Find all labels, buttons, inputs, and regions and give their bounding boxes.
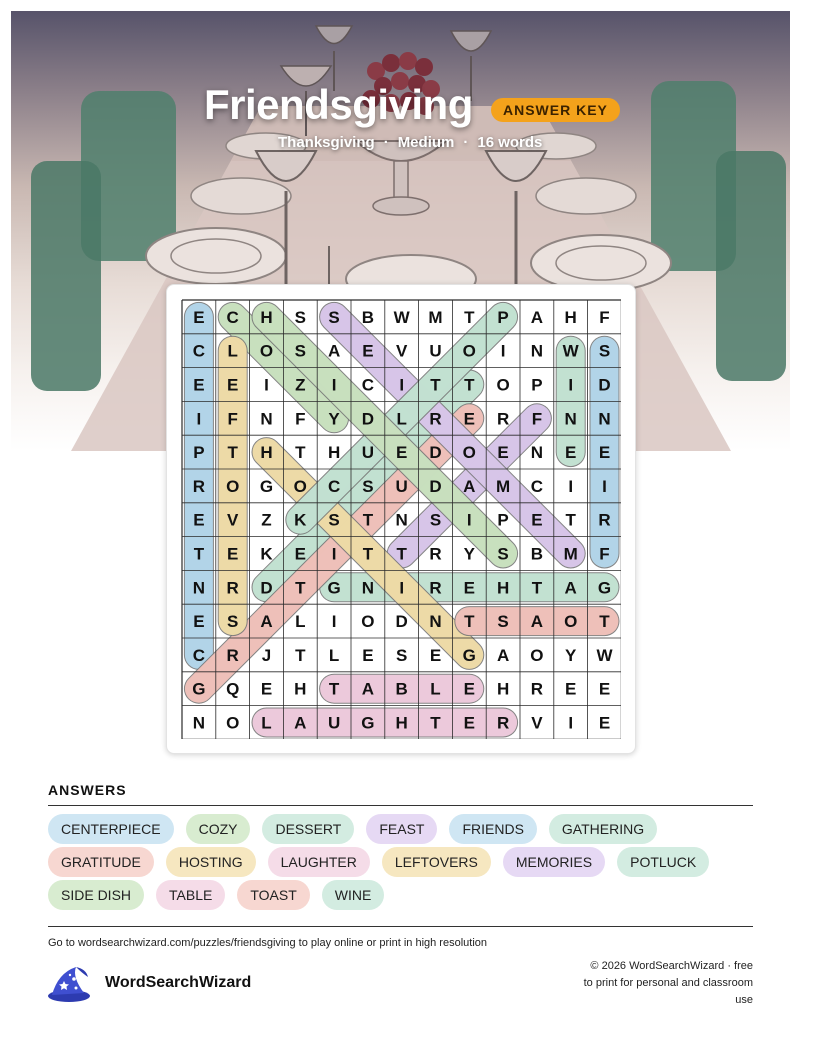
grid-letter[interactable]: O	[259, 341, 274, 361]
grid-letter[interactable]: B	[395, 679, 408, 699]
grid-letter[interactable]: H	[260, 443, 273, 463]
answers-list	[48, 814, 760, 910]
grid-letter[interactable]: O	[462, 443, 476, 463]
grid-letter[interactable]: S	[497, 612, 509, 632]
grid-letter[interactable]: C	[192, 341, 206, 361]
grid-letter[interactable]: A	[327, 341, 341, 361]
grid-letter[interactable]: E	[193, 375, 205, 395]
grid-letter[interactable]: P	[531, 375, 543, 395]
grid-letter[interactable]: F	[599, 307, 610, 327]
grid-letter[interactable]: E	[362, 645, 374, 665]
grid-letter[interactable]: I	[331, 375, 337, 395]
grid-letter[interactable]: U	[327, 713, 341, 733]
category-label: Thanksgiving	[278, 134, 375, 151]
grid-letter[interactable]: U	[361, 443, 375, 463]
grid-letter[interactable]: B	[530, 544, 544, 564]
grid-letter[interactable]: T	[295, 578, 306, 598]
grid-letter[interactable]: T	[430, 375, 441, 395]
grid-letter[interactable]: M	[496, 476, 511, 496]
grid-letter[interactable]: C	[530, 476, 544, 496]
grid-letter[interactable]: T	[464, 375, 475, 395]
grid-letter[interactable]: W	[393, 307, 410, 327]
grid-letter[interactable]: T	[599, 612, 610, 632]
grid-letter[interactable]: O	[361, 612, 375, 632]
grid-letter[interactable]: A	[530, 307, 544, 327]
grid-letter[interactable]: C	[192, 645, 206, 665]
grid-letter[interactable]: H	[260, 307, 273, 327]
word-search-grid[interactable]	[181, 299, 621, 739]
grid-letter[interactable]: I	[196, 409, 202, 429]
grid-letter[interactable]: H	[327, 443, 341, 463]
grid-letter[interactable]: S	[294, 307, 306, 327]
grid-letter[interactable]: E	[531, 510, 543, 530]
grid-letter[interactable]: Y	[328, 409, 340, 429]
brand-name: WordSearchWizard	[105, 974, 252, 991]
grid-letter[interactable]: S	[598, 341, 611, 361]
grid-letter[interactable]: S	[328, 307, 340, 327]
grid-letter[interactable]: L	[227, 341, 238, 361]
grid-letter[interactable]: E	[260, 679, 273, 699]
grid-letter[interactable]: U	[429, 341, 442, 361]
answer-word-pill: CENTERPIECE	[48, 814, 174, 844]
answer-word-pill: MEMORIES	[503, 847, 605, 877]
grid-letter[interactable]: O	[462, 341, 476, 361]
puzzle-meta	[278, 134, 542, 151]
grid-letter[interactable]: T	[430, 713, 441, 733]
grid-letter[interactable]: E	[227, 544, 239, 564]
grid-letter[interactable]: O	[226, 476, 240, 496]
answers-divider	[48, 805, 753, 806]
grid-letter[interactable]: I	[602, 476, 607, 496]
answer-key-badge: ANSWER KEY	[491, 98, 620, 122]
grid-letter[interactable]: T	[227, 443, 238, 463]
grid-letter[interactable]: N	[260, 409, 273, 429]
brand[interactable]	[46, 963, 251, 1003]
grid-letter[interactable]: H	[496, 578, 510, 598]
grid-letter[interactable]: E	[565, 443, 577, 463]
grid-letter[interactable]: O	[496, 375, 510, 395]
grid-letter[interactable]: R	[226, 645, 239, 665]
answers-title: ANSWERS	[48, 782, 127, 798]
grid-letter[interactable]: Y	[463, 544, 475, 564]
grid-letter[interactable]: E	[227, 375, 239, 395]
grid-letter[interactable]: N	[395, 510, 408, 530]
grid-letter[interactable]: N	[361, 578, 375, 598]
grid-letter[interactable]: M	[563, 544, 578, 564]
answer-word-pill: FRIENDS	[449, 814, 536, 844]
grid-letter[interactable]: C	[327, 476, 341, 496]
grid-letter[interactable]: E	[193, 612, 205, 632]
grid-letter[interactable]: S	[362, 476, 374, 496]
grid-letter[interactable]: N	[429, 612, 442, 632]
grid-letter[interactable]: P	[193, 443, 205, 463]
answer-word-pill: DESSERT	[262, 814, 354, 844]
grid-letter[interactable]: I	[568, 375, 574, 395]
grid-letter[interactable]: L	[328, 645, 340, 665]
grid-letter[interactable]: H	[496, 679, 510, 699]
grid-letter[interactable]: L	[261, 713, 272, 733]
grid-letter[interactable]: N	[598, 409, 611, 429]
meta-separator: ·	[463, 134, 469, 151]
grid-letter[interactable]: E	[598, 443, 611, 463]
grid-letter[interactable]: E	[463, 679, 475, 699]
grid-letter[interactable]: A	[463, 476, 476, 496]
grid-letter[interactable]: G	[462, 645, 476, 665]
grid-letter[interactable]: I	[500, 341, 506, 361]
grid-letter[interactable]: O	[226, 713, 240, 733]
grid-letter[interactable]: D	[361, 409, 375, 429]
grid-letter[interactable]: E	[193, 307, 205, 327]
grid-letter[interactable]: I	[399, 578, 405, 598]
answer-word-pill: HOSTING	[166, 847, 256, 877]
answer-word-pill: GATHERING	[549, 814, 657, 844]
grid-letter[interactable]: N	[192, 578, 206, 598]
grid-letter[interactable]: L	[396, 409, 407, 429]
grid-letter[interactable]: T	[464, 612, 475, 632]
grid-letter[interactable]: A	[530, 612, 544, 632]
grid-letter[interactable]: D	[429, 476, 442, 496]
grid-letter[interactable]: N	[564, 409, 577, 429]
footer-link-text[interactable]: Go to wordsearchwizard.com/puzzles/friendsgiving to play online or print in high resolution	[48, 937, 488, 949]
grid-letter[interactable]: I	[399, 375, 405, 395]
grid-letter[interactable]: I	[568, 476, 574, 496]
grid-letter[interactable]: Y	[565, 645, 577, 665]
grid-letter[interactable]: E	[497, 443, 509, 463]
grid-letter[interactable]: K	[294, 510, 307, 530]
grid-letter[interactable]: T	[193, 544, 205, 564]
grid-letter[interactable]: R	[598, 510, 611, 530]
answer-word-pill: LEFTOVERS	[382, 847, 491, 877]
answer-word-pill: TOAST	[237, 880, 309, 910]
grid-letter[interactable]: I	[264, 375, 269, 395]
copyright-text: © 2026 WordSearchWizard · free to print for personal and classroom use	[583, 960, 753, 1006]
grid-letter[interactable]: L	[295, 612, 306, 632]
grid-letter[interactable]: S	[227, 612, 239, 632]
answer-word-pill: LAUGHTER	[268, 847, 370, 877]
answer-word-pill: COZY	[186, 814, 251, 844]
difficulty-label: Medium	[397, 134, 455, 151]
grid-letter[interactable]: A	[564, 578, 577, 598]
answer-word-pill: FEAST	[366, 814, 437, 844]
grid-letter[interactable]: O	[564, 612, 578, 632]
grid-letter[interactable]: T	[295, 645, 306, 665]
grid-letter[interactable]: O	[293, 476, 307, 496]
grid-letter[interactable]: E	[598, 679, 611, 699]
grid-letter[interactable]: G	[361, 713, 375, 733]
grid-letter[interactable]: W	[562, 341, 579, 361]
grid-letter[interactable]: E	[598, 713, 611, 733]
grid-letter[interactable]: F	[531, 409, 543, 429]
grid-letter[interactable]: E	[362, 341, 374, 361]
grid-letter[interactable]: C	[226, 307, 239, 327]
grid-letter[interactable]: D	[598, 375, 611, 395]
grid-letter[interactable]: D	[395, 612, 408, 632]
grid-letter[interactable]: S	[396, 645, 408, 665]
grid-letter[interactable]: A	[260, 612, 273, 632]
grid-letter[interactable]: S	[429, 510, 442, 530]
grid-letter[interactable]: H	[294, 679, 307, 699]
grid-letter[interactable]: I	[331, 544, 337, 564]
answer-word-pill: WINE	[322, 880, 385, 910]
grid-letter[interactable]: E	[396, 443, 408, 463]
grid-letter[interactable]: T	[328, 679, 340, 699]
grid-letter[interactable]: T	[362, 510, 374, 530]
grid-letter[interactable]: V	[227, 510, 239, 530]
grid-letter[interactable]: Z	[261, 510, 272, 530]
grid-letter[interactable]: R	[429, 544, 442, 564]
word-count-label: 16 words	[477, 134, 543, 151]
grid-letter[interactable]: H	[564, 307, 577, 327]
grid-letter[interactable]: F	[227, 409, 238, 429]
grid-letter[interactable]: G	[597, 578, 612, 598]
grid-letter[interactable]: G	[192, 679, 206, 699]
grid-letter[interactable]: N	[530, 443, 544, 463]
grid-letter[interactable]: V	[396, 341, 408, 361]
grid-letter[interactable]: Z	[295, 375, 306, 395]
grid-letter[interactable]: R	[429, 409, 442, 429]
wizard-hat-icon	[46, 963, 92, 1003]
grid-letter[interactable]: I	[331, 612, 337, 632]
grid-letter[interactable]: N	[192, 713, 206, 733]
grid-letter[interactable]: V	[531, 713, 543, 733]
grid-letter[interactable]: A	[361, 679, 375, 699]
grid-letter[interactable]: R	[496, 713, 510, 733]
grid-letter[interactable]: E	[463, 409, 475, 429]
answer-word-pill: POTLUCK	[617, 847, 709, 877]
grid-letter[interactable]: O	[530, 645, 544, 665]
grid-letter[interactable]: C	[361, 375, 375, 395]
grid-letter[interactable]: E	[463, 713, 475, 733]
grid-letter[interactable]: S	[497, 544, 509, 564]
grid-letter[interactable]: R	[429, 578, 442, 598]
grid-letter[interactable]: R	[530, 679, 544, 699]
grid-letter[interactable]: T	[295, 443, 306, 463]
grid-letter[interactable]: T	[362, 544, 374, 564]
answer-word-pill: SIDE DISH	[48, 880, 144, 910]
grid-letter[interactable]: W	[596, 645, 613, 665]
grid-letter[interactable]: E	[193, 510, 205, 530]
grid-letter[interactable]: M	[428, 307, 443, 327]
grid-letter[interactable]: D	[260, 578, 273, 598]
grid-letter[interactable]: H	[395, 713, 408, 733]
grid-letter[interactable]: G	[327, 578, 341, 598]
grid-letter[interactable]: J	[261, 645, 272, 665]
grid-letter[interactable]: T	[396, 544, 407, 564]
grid-letter[interactable]: E	[565, 679, 577, 699]
grid-letter[interactable]: A	[294, 713, 307, 733]
grid-letter[interactable]: Q	[226, 679, 240, 699]
grid-letter[interactable]: I	[466, 510, 472, 530]
grid-letter[interactable]: K	[260, 544, 273, 564]
grid-letter[interactable]: D	[429, 443, 442, 463]
grid-letter[interactable]: T	[531, 578, 543, 598]
page-title: Friendsgiving	[204, 81, 473, 128]
grid-letter[interactable]: R	[496, 409, 510, 429]
grid-letter[interactable]: R	[192, 476, 206, 496]
answer-word-pill: TABLE	[156, 880, 225, 910]
meta-separator: ·	[383, 134, 389, 151]
grid-letter[interactable]: I	[568, 713, 574, 733]
grid-letter[interactable]: F	[295, 409, 306, 429]
grid-letter[interactable]: S	[328, 510, 340, 530]
grid-letter[interactable]: L	[430, 679, 441, 699]
footer-divider	[48, 926, 753, 927]
grid-letter[interactable]: R	[226, 578, 239, 598]
grid-letter[interactable]: N	[530, 341, 544, 361]
grid-letter[interactable]: B	[361, 307, 375, 327]
grid-letter[interactable]: G	[259, 476, 274, 496]
grid-letter[interactable]: T	[565, 510, 576, 530]
grid-letter[interactable]: S	[294, 341, 306, 361]
grid-letter[interactable]: E	[294, 544, 306, 564]
grid-letter[interactable]: U	[395, 476, 408, 496]
grid-letter[interactable]: P	[497, 307, 509, 327]
answer-word-pill: GRATITUDE	[48, 847, 154, 877]
grid-letter[interactable]: T	[464, 307, 475, 327]
grid-letter[interactable]: E	[463, 578, 475, 598]
grid-letter[interactable]: F	[599, 544, 610, 564]
grid-letter[interactable]: P	[497, 510, 509, 530]
grid-letter[interactable]: A	[496, 645, 510, 665]
grid-letter[interactable]: E	[429, 645, 442, 665]
